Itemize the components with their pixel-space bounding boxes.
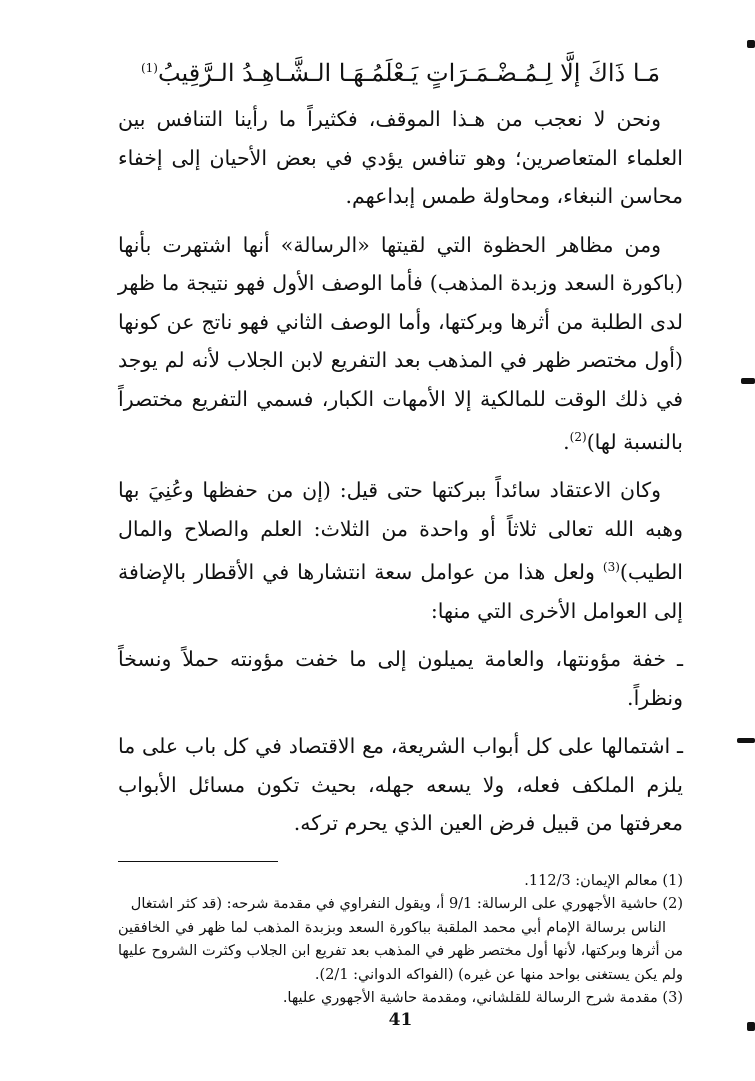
footnote-2-continuation: الناس برسالة الإمام أبي محمد الملقبة بباكورة السعد وبزبدة المذهب لما ظهر في الخافقين من أثرها وبركتها، لأنها أول مختصر ظهر في المذهب بعد تفريع ابن الجلاب وكثرت الشروح عليها ولم يكن يستغنى بواحد منها عن غيره) (الفواكه الدواني: 2/1).: [118, 919, 683, 983]
margin-mark-middle: [741, 378, 755, 384]
list-item-comprehensiveness: ـ اشتمالها على كل أبواب الشريعة، مع الاقتصاد في كل باب على ما يلزم الملكف فعله، ولا يسعه جهله، بحيث تكون مسائل الأبواب معرفتها من قبيل فرض العين الذي يحرم تركه.: [118, 734, 683, 836]
footnote-1: (1) معالم الإيمان: 112/3.: [524, 872, 683, 889]
footnote-ref-2: (2): [569, 430, 587, 444]
paragraph-factors-text: ولعل هذا من عوامل سعة انتشارها في الأقطار بالإضافة إلى العوامل الأخرى التي منها:: [118, 560, 683, 623]
footnote-ref-1: (1): [140, 61, 158, 75]
margin-mark-top: [747, 40, 755, 48]
list-item-lightness: ـ خفة مؤونتها، والعامة يميلون إلى ما خفت مؤونته حملاً ونسخاً ونظراً.: [118, 647, 683, 710]
book-page: [118, 48, 683, 1048]
paragraph-blessing-text: وكان الاعتقاد سائداً ببركتها حتى قيل: (إن من حفظها وعُنِيَ بها وهبه الله تعالى ثلاثاً أو واحدة من الثلاث: العلم والصلاح والمال الطيب): [118, 478, 683, 585]
margin-mark-bottom: [747, 1022, 755, 1031]
poetry-verse: [118, 48, 683, 92]
verse-text: مَـا ذَاكَ إلَّا لِـمُـضْـمَـرَاتٍ يَـعْلَمُـهَـا الـشَّـاهِـدُ الـرَّقِيبُ: [157, 59, 661, 87]
paragraph-blessing: [118, 471, 683, 630]
footnote-2: [118, 893, 683, 987]
footnote-2-first-line: (2) حاشية الأجهوري على الرسالة: 9/1 أ، ويقول النفراوي في مقدمة شرحه: (قد كثر اشتغال: [130, 896, 683, 913]
paragraph-risala-fame: ومن مظاهر الحظوة التي لقيتها «الرسالة» أنها اشتهرت بأنها (باكورة السعد وزبدة المذهب) فأما الوصف الأول فهو نتيجة ما ظهر لدى الطلبة من أثرها وبركتها، وأما الوصف الثاني فهو ناتج عن كونها (أول مختصر ظهر في المذهب بعد التفريع لابن الجلاب لأنه لم يوجد في ذلك الوقت للمالكية إلا الأمهات الكبار، فسمي التفريع مختصراً بالنسبة لها)$^{(2)}$.: [118, 232, 683, 454]
paragraph-risala-fame-text: ومن مظاهر الحظوة التي لقيتها «الرسالة» أنها اشتهرت بأنها (باكورة السعد وزبدة المذهب) فأما الوصف الأول فهو نتيجة ما ظهر لدى الطلبة من أثرها وبركتها، وأما الوصف الثاني فهو ناتج عن كونها (أول مختصر ظهر في المذهب بعد التفريع لابن الجلاب لأنه لم يوجد في ذلك الوقت للمالكية إلا الأمهات الكبار، فسمي التفريع مختصراً بالنسبة لها): [118, 232, 683, 454]
footnote-3: (3) مقدمة شرح الرسالة للقلشاني، ومقدمة حاشية الأجهوري عليها.: [282, 990, 683, 1007]
paragraph-rivalry: ونحن لا نعجب من هـذا الموقف، فكثيراً ما رأينا التنافس بين العلماء المتعاصرين؛ وهو تنافس يؤدي في بعض الأحيان إلى إخفاء محاسن النبغاء، ومحاولة طمس إبداعهم.: [118, 107, 683, 208]
margin-mark-lower: [737, 738, 755, 743]
page-number: 41: [388, 1010, 413, 1030]
footnote-divider: [118, 861, 278, 862]
footnote-ref-3: (3): [602, 560, 620, 575]
